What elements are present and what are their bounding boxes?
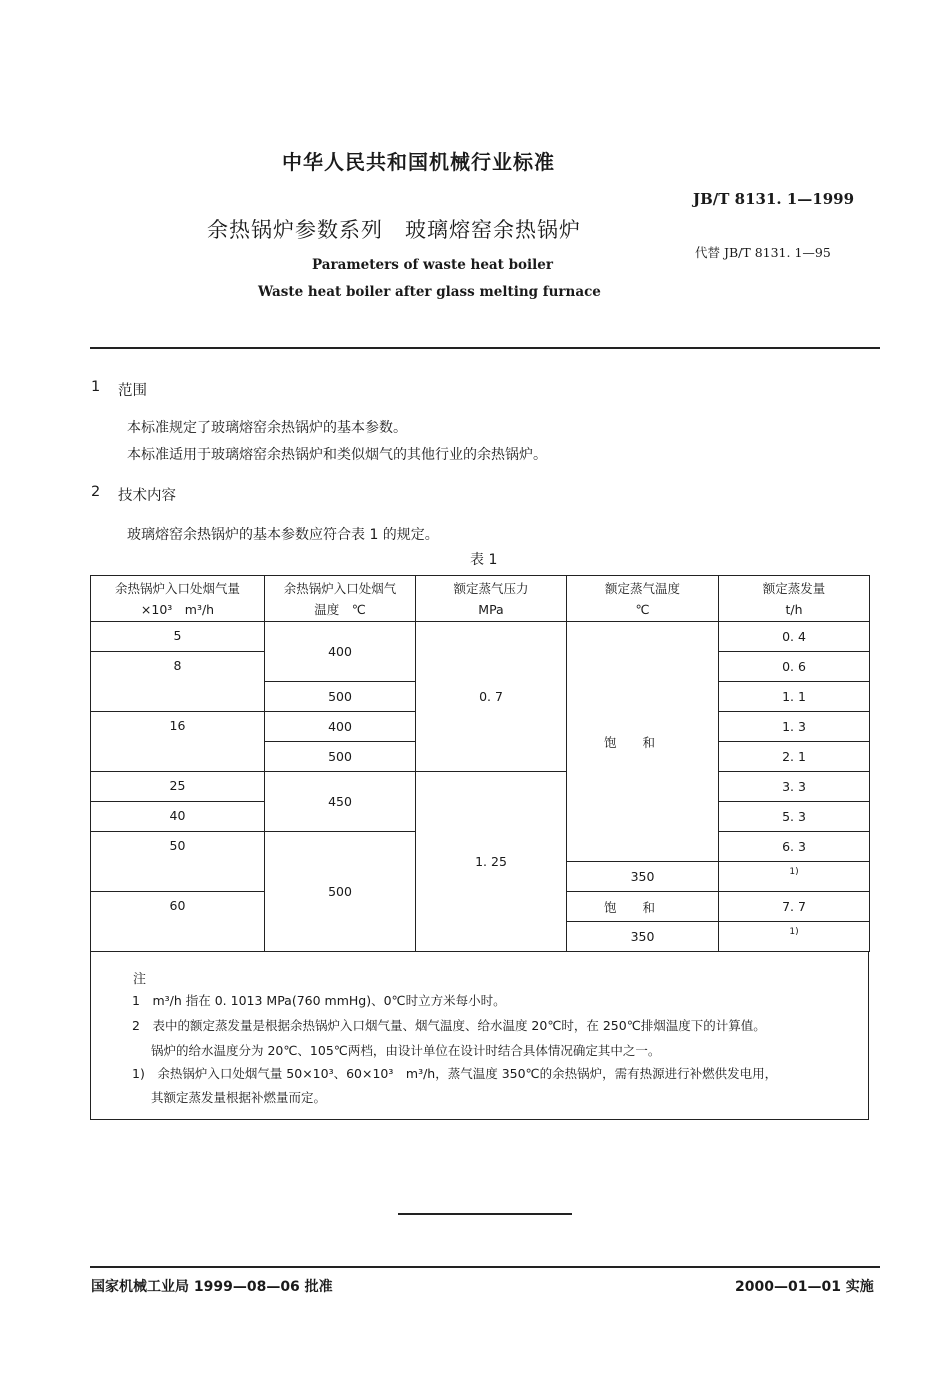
flow-cell: 40 — [91, 802, 265, 832]
pressure-cell: 0. 7 — [416, 622, 567, 772]
standard-title-cn: 余热锅炉参数系列 玻璃熔窑余热锅炉 — [207, 218, 581, 242]
table-header-row — [91, 576, 870, 622]
evap-cell: 0. 6 — [719, 652, 870, 682]
ministry-title: 中华人民共和国机械行业标准 — [282, 150, 555, 174]
pressure-cell: 1. 25 — [416, 772, 567, 952]
header-evaporation: 额定蒸发量 t/h — [719, 576, 870, 622]
standard-title-en-2: Waste heat boiler after glass melting furnace — [258, 284, 601, 300]
temp-cell: 500 — [265, 742, 416, 772]
flow-cell: 16 — [91, 712, 265, 772]
temp-cell: 450 — [265, 772, 416, 832]
evap-cell: 1) — [719, 862, 870, 892]
evap-cell: 5. 3 — [719, 802, 870, 832]
evap-cell: 6. 3 — [719, 832, 870, 862]
evap-cell: 0. 4 — [719, 622, 870, 652]
standard-code: JB/T 8131. 1—1999 — [693, 190, 855, 208]
footer-rule — [90, 1266, 880, 1268]
section-2-title: 技术内容 — [118, 488, 176, 504]
flow-cell: 8 — [91, 652, 265, 712]
standard-title-en-1: Parameters of waste heat boiler — [312, 257, 554, 273]
note-2: 2 表中的额定蒸发量是根据余热锅炉入口烟气量、烟气温度、给水温度 20℃时，在 250℃排烟温度下的计算值。 — [132, 1018, 766, 1033]
header-pressure: 额定蒸气压力 MPa — [416, 576, 567, 622]
steam-temp-cell: 350 — [567, 922, 719, 952]
section-1-title: 范围 — [118, 383, 147, 399]
header-rule — [90, 347, 880, 349]
temp-cell: 500 — [265, 832, 416, 952]
table-notes — [90, 952, 869, 1120]
evap-cell: 1. 3 — [719, 712, 870, 742]
evap-cell: 3. 3 — [719, 772, 870, 802]
steam-temp-cell: 饱和 — [567, 892, 719, 922]
header-steam-temp: 额定蒸气温度 ℃ — [567, 576, 719, 622]
effective-date: 2000—01—01 实施 — [735, 1279, 874, 1295]
steam-temp-cell: 350 — [567, 862, 719, 892]
parameter-table — [90, 575, 870, 952]
steam-temp-cell: 饱和 — [567, 622, 719, 862]
flow-cell: 60 — [91, 892, 265, 952]
table-caption: 表 1 — [470, 552, 498, 568]
section-1-paragraph-1: 本标准规定了玻璃熔窑余热锅炉的基本参数。 — [127, 420, 407, 436]
section-2-number: 2 — [91, 484, 101, 500]
note-1: 1 m³/h 指在 0. 1013 MPa(760 mmHg)、0℃时立方米每小时。 — [132, 993, 506, 1008]
section-1-paragraph-2: 本标准适用于玻璃熔窑余热锅炉和类似烟气的其他行业的余热锅炉。 — [127, 447, 547, 463]
flow-cell: 5 — [91, 622, 265, 652]
evap-cell: 1. 1 — [719, 682, 870, 712]
flow-cell: 50 — [91, 832, 265, 892]
temp-cell: 500 — [265, 682, 416, 712]
section-1-number: 1 — [91, 379, 101, 395]
end-rule — [398, 1213, 572, 1215]
evap-cell: 7. 7 — [719, 892, 870, 922]
approval-date: 国家机械工业局 1999—08—06 批准 — [91, 1279, 333, 1295]
evap-cell: 1) — [719, 922, 870, 952]
header-gas-temp: 余热锅炉入口处烟气 温度 ℃ — [265, 576, 416, 622]
header-flow: 余热锅炉入口处烟气量 ×10³ m³/h — [91, 576, 265, 622]
temp-cell: 400 — [265, 712, 416, 742]
note-2-continued: 锅炉的给水温度分为 20℃、105℃两档，由设计单位在设计时结合具体情况确定其中之一。 — [151, 1043, 661, 1058]
table-row — [91, 772, 870, 802]
flow-cell: 25 — [91, 772, 265, 802]
replaces-code: 代替 JB/T 8131. 1—95 — [695, 245, 831, 260]
note-footnote-1-continued: 其额定蒸发量根据补燃量而定。 — [151, 1090, 327, 1105]
notes-title: 注 — [133, 972, 147, 987]
temp-cell: 400 — [265, 622, 416, 682]
evap-cell: 2. 1 — [719, 742, 870, 772]
section-2-paragraph-1: 玻璃熔窑余热锅炉的基本参数应符合表 1 的规定。 — [127, 527, 439, 543]
note-footnote-1: 1) 余热锅炉入口处烟气量 50×10³、60×10³ m³/h，蒸气温度 350℃的余热锅炉，需有热源进行补燃供发电用， — [132, 1066, 778, 1081]
table-row — [91, 622, 870, 652]
